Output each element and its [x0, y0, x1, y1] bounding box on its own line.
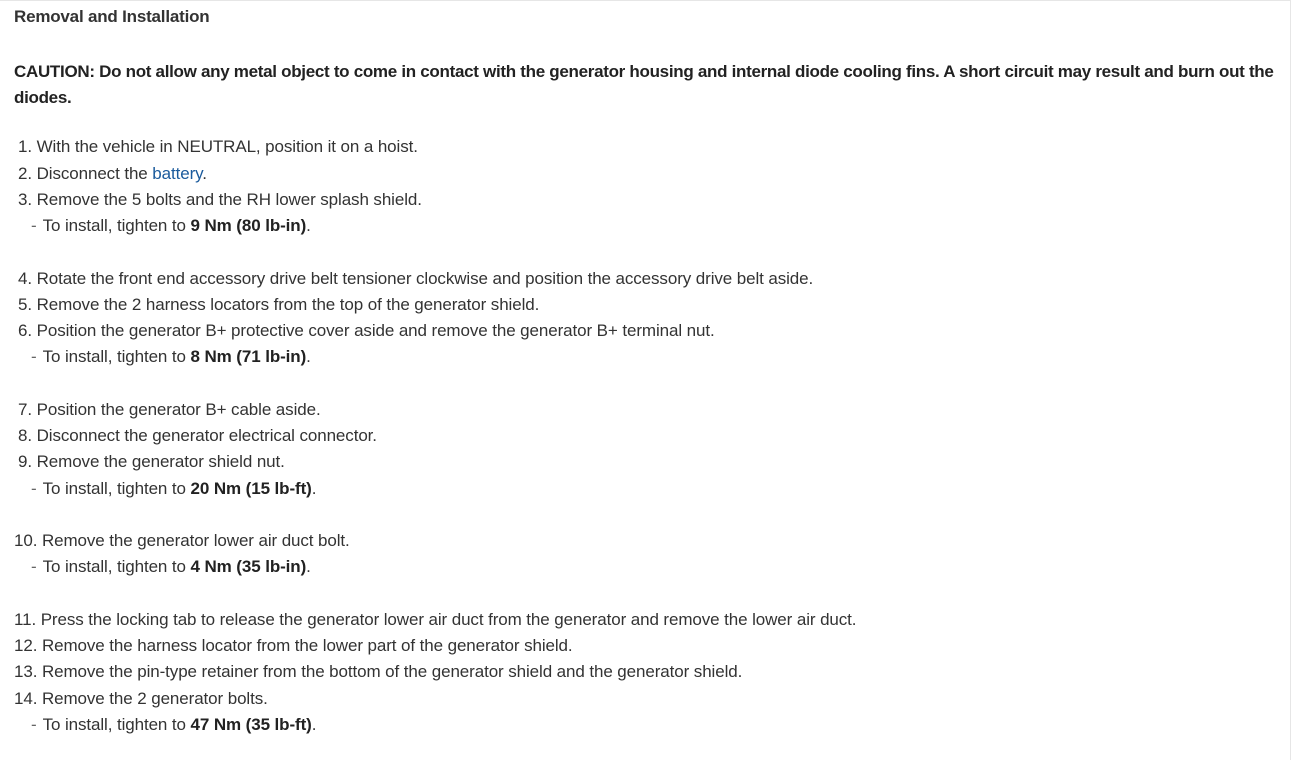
torque-prefix: To install, tighten to [42, 557, 191, 576]
torque-value: 8 Nm (71 lb-in) [190, 347, 307, 366]
step-6: 6. Position the generator B+ protective cover aside and remove the generator B+ terminal nut. [18, 321, 715, 340]
bullet-dash: - [31, 479, 37, 498]
section-title: Removal and Installation [14, 7, 210, 26]
torque-prefix: To install, tighten to [42, 216, 191, 235]
step-2-text: 2. Disconnect the [18, 164, 153, 183]
torque-value: 4 Nm (35 lb-in) [190, 557, 307, 576]
step-11: 11. Press the locking tab to release the generator lower air duct from the generator and remove the lower air duct. [14, 610, 857, 629]
step-12: 12. Remove the harness locator from the lower part of the generator shield. [14, 636, 573, 655]
torque-suffix: . [311, 715, 317, 734]
torque-value: 20 Nm (15 lb-ft) [190, 479, 312, 498]
torque-prefix: To install, tighten to [42, 479, 191, 498]
torque-note-step-6 [31, 346, 311, 368]
bullet-dash: - [31, 216, 37, 235]
step-7: 7. Position the generator B+ cable aside. [18, 400, 321, 419]
step-8: 8. Disconnect the generator electrical connector. [18, 426, 377, 445]
torque-suffix: . [306, 557, 311, 576]
torque-prefix: To install, tighten to [42, 347, 191, 366]
torque-suffix: . [306, 347, 311, 366]
step-9: 9. Remove the generator shield nut. [18, 452, 285, 471]
step-13: 13. Remove the pin-type retainer from the bottom of the generator shield and the generator shield. [14, 662, 743, 681]
step-5: 5. Remove the 2 harness locators from the top of the generator shield. [18, 295, 540, 314]
torque-suffix: . [306, 216, 311, 235]
torque-note-step-10 [31, 556, 311, 578]
battery-link[interactable]: battery [152, 164, 203, 183]
caution-note: CAUTION: Do not allow any metal object to come in contact with the generator housing and internal diode cooling fins. A short circuit may result and burn out the diodes. [14, 62, 1274, 107]
step-2 [18, 163, 207, 185]
step-3: 3. Remove the 5 bolts and the RH lower splash shield. [18, 190, 422, 209]
torque-suffix: . [311, 479, 317, 498]
step-10: 10. Remove the generator lower air duct bolt. [14, 531, 350, 550]
bullet-dash: - [31, 347, 37, 366]
torque-note-step-9 [31, 478, 316, 500]
torque-note-step-3 [31, 215, 311, 237]
step-14: 14. Remove the 2 generator bolts. [14, 689, 268, 708]
torque-value: 47 Nm (35 lb-ft) [190, 715, 312, 734]
step-4: 4. Rotate the front end accessory drive belt tensioner clockwise and position the accessory drive belt aside. [18, 269, 814, 288]
step-2-suffix: . [202, 164, 207, 183]
bullet-dash: - [31, 715, 37, 734]
torque-prefix: To install, tighten to [42, 715, 191, 734]
torque-note-step-14 [31, 714, 316, 736]
step-1: 1. With the vehicle in NEUTRAL, position it on a hoist. [18, 137, 418, 156]
torque-value: 9 Nm (80 lb-in) [190, 216, 307, 235]
bullet-dash: - [31, 557, 37, 576]
